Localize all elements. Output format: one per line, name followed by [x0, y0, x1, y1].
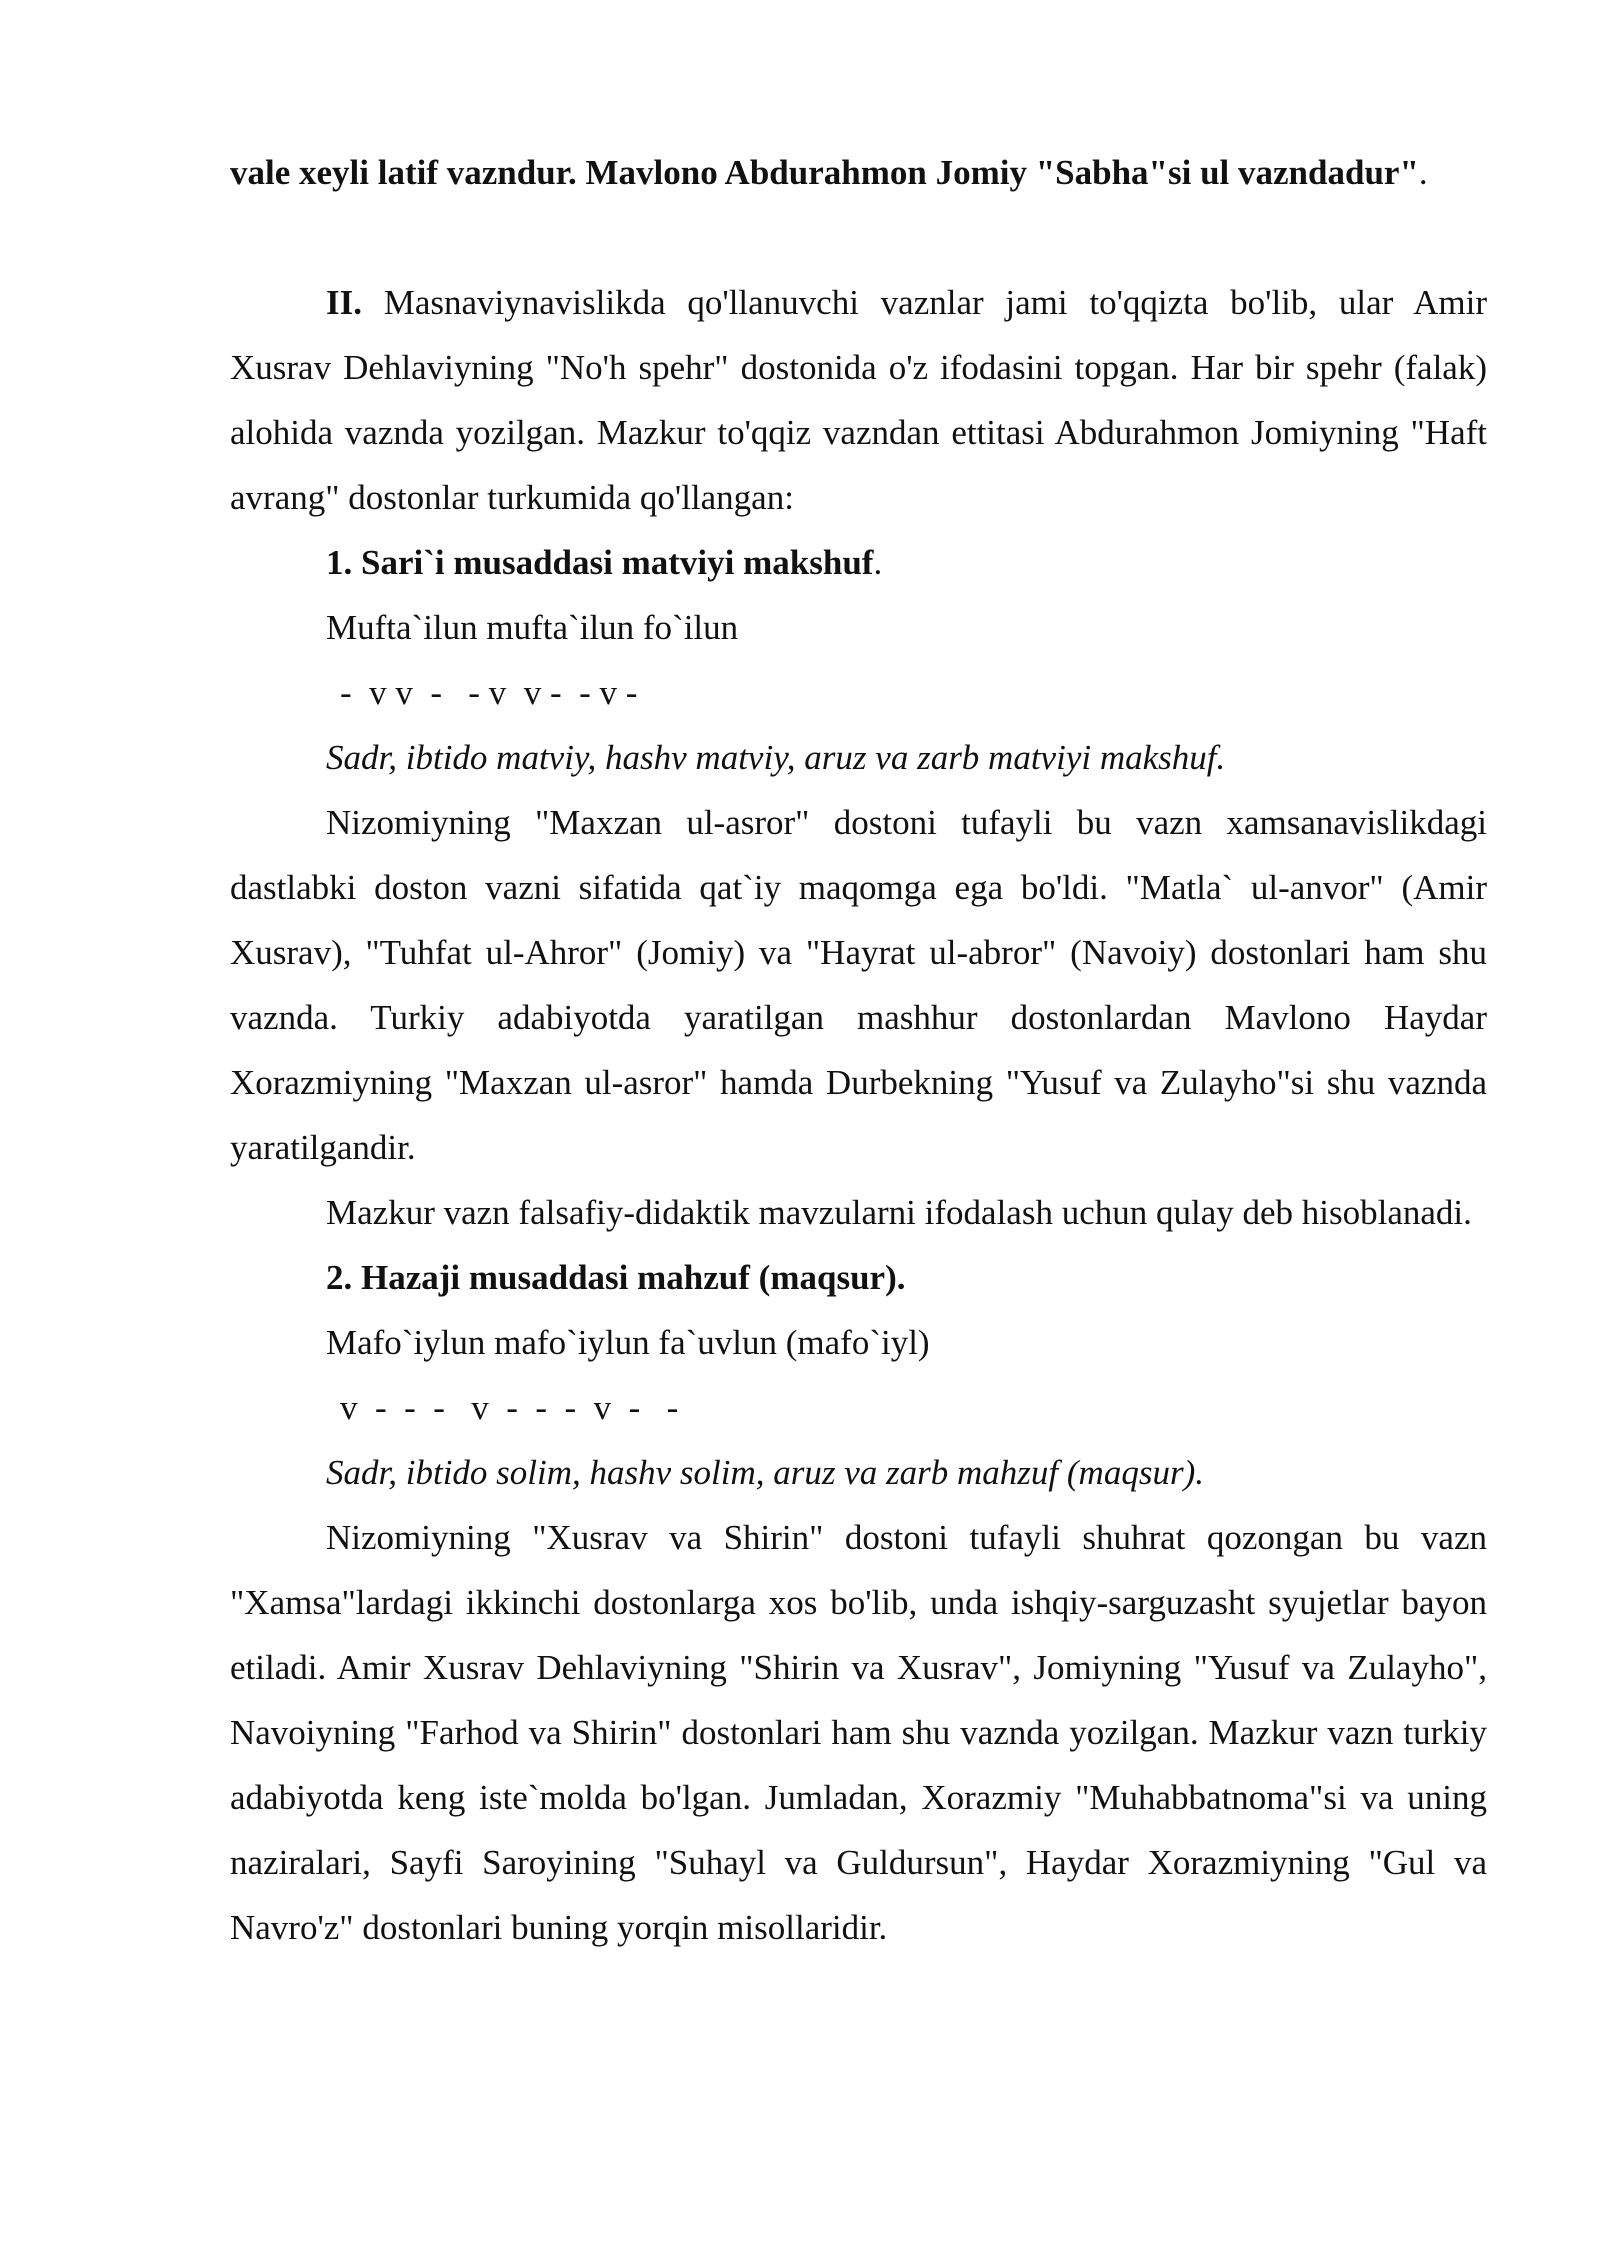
document-page: [230, 140, 1487, 1960]
meter-1-paragraph-2: Mazkur vazn falsafiy-didaktik mavzularni ifodalash uchun qulay deb hisoblanadi.: [326, 1193, 1472, 1232]
meter-1-heading-end: .: [873, 543, 883, 582]
section-2-paragraph: [230, 270, 1487, 530]
intro-bold-text: vale xeyli latif vazndur. Mavlono Abdurahmon Jomiy "Sabha"si ul vazndadur": [230, 153, 1419, 192]
meter-2-formula: Mafo`iylun mafo`iylun fa`uvlun (mafo`iyl): [326, 1323, 930, 1362]
intro-end: .: [1418, 153, 1428, 192]
section-2-marker: II.: [326, 283, 362, 322]
paragraph-gap: [230, 205, 1487, 270]
meter-1-heading: [230, 530, 1487, 595]
meter-2-heading: 2. Hazaji musaddasi mahzuf (maqsur).: [326, 1258, 906, 1297]
meter-2-description: Sadr, ibtido solim, hashv solim, aruz va zarb mahzuf (maqsur).: [326, 1453, 1204, 1492]
meter-1-scansion: - v v - - v v - - v -: [340, 673, 638, 712]
section-2-text: Masnaviynavislikda qo'llanuvchi vaznlar jami to'qqizta bo'lib, ular Amir Xusrav Dehlaviyning "No'h spehr" dostonida o'z ifodasini topgan. Har bir spehr (falak) alohida vaznda yozilgan. Mazkur to'qqiz vazndan ettitasi Abdurahmon Jomiyning "Haft avrang" dostonlar turkumida qo'llangan:: [230, 283, 1487, 517]
meter-2-scansion: v - - - v - - - v - -: [340, 1388, 679, 1427]
meter-1-description: Sadr, ibtido matviy, hashv matviy, aruz va zarb matviyi makshuf.: [326, 738, 1226, 777]
meter-1-heading-text: 1. Sari`i musaddasi matviyi makshuf: [326, 543, 874, 582]
meter-1-paragraph-1: Nizomiyning "Maxzan ul-asror" dostoni tufayli bu vazn xamsanavislikdagi dastlabki doston vazni sifatida qat`iy maqomga ega bo'ldi. "Matla` ul-anvor" (Amir Xusrav), "Tuhfat ul-Ahror" (Jomiy) va "Hayrat ul-abror" (Navoiy) dostonlari ham shu vaznda. Turkiy adabiyotda yaratilgan mashhur dostonlardan Mavlono Haydar Xorazmiyning "Maxzan ul-asror" hamda Durbekning "Yusuf va Zulayho"si shu vaznda yaratilgandir.: [230, 803, 1487, 1167]
meter-2-paragraph-1: Nizomiyning "Xusrav va Shirin" dostoni tufayli shuhrat qozongan bu vazn "Xamsa"lardagi ikkinchi dostonlarga xos bo'lib, unda ishqiy-sarguzasht syujetlar bayon etiladi. Amir Xusrav Dehlaviyning "Shirin va Xusrav", Jomiyning "Yusuf va Zulayho", Navoiyning "Farhod va Shirin" dostonlari ham shu vaznda yozilgan. Mazkur vazn turkiy adabiyotda keng iste`molda bo'lgan. Jumladan, Xorazmiy "Muhabbatnoma"si va uning naziralari, Sayfi Saroyining "Suhayl va Guldursun", Haydar Xorazmiyning "Gul va Navro'z" dostonlari buning yorqin misollaridir.: [230, 1518, 1487, 1947]
intro-paragraph: [230, 140, 1487, 205]
meter-1-formula: Mufta`ilun mufta`ilun fo`ilun: [326, 608, 739, 647]
